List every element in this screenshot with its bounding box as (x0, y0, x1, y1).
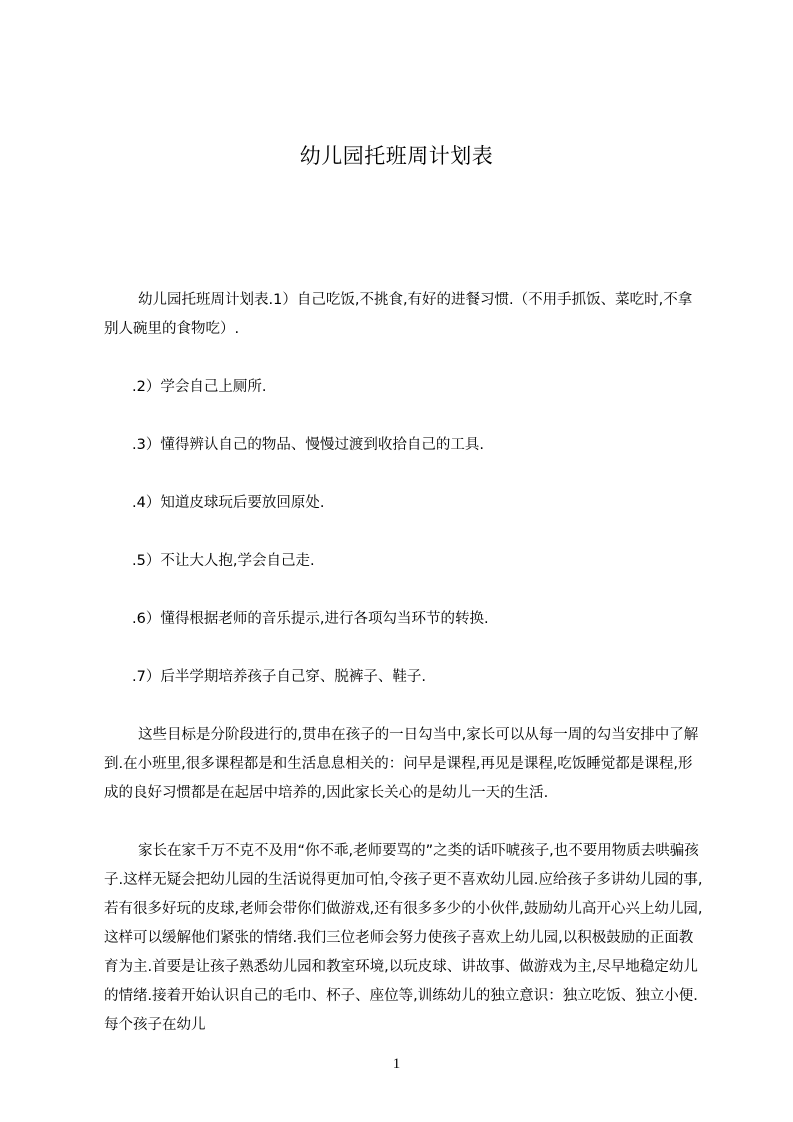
paragraph-goal-6: .6）懂得根据老师的音乐提示,进行各项勾当环节的转换. (132, 611, 489, 627)
page-number: 1 (392, 1056, 401, 1072)
paragraph-goal-4: .4）知道皮球玩后要放回原处. (132, 495, 325, 511)
paragraph-goals-explanation: 这些目标是分阶段进行的,贯串在孩子的一日勾当中,家长可以从每一周的勾当安排中了解到.在小班里,很多课程都是和生活息息相关的：问早是课程,再见是课程,吃饭睡觉都是课程,形成的良好习惯都是在起居中培养的,因此家长关心的是幼儿一天的生活. (104, 727, 699, 801)
paragraph-goal-3: .3）懂得辨认自己的物品、慢慢过渡到收拾自己的工具. (132, 437, 484, 453)
page-title: 幼儿园托班周计划表 (299, 144, 494, 168)
paragraph-goal-1: 幼儿园托班周计划表.1）自己吃饭,不挑食,有好的进餐习惯.（不用手抓饭、菜吃时,不拿别人碗里的食物吃）. (104, 292, 693, 337)
paragraph-parent-advice: 家长在家千万不克不及用“你不乖,老师要骂的”之类的话吓唬孩子,也不要用物质去哄骗孩子.这样无疑会把幼儿园的生活说得更加可怕,令孩子更不喜欢幼儿园.应给孩子多讲幼儿园的事,若有很多好玩的皮球,老师会带你们做游戏,还有很多多少的小伙伴,鼓励幼儿高开心兴上幼儿园,这样可以缓解他们紧张的情绪.我们三位老师会努力使孩子喜欢上幼儿园,以积极鼓励的正面教育为主.首要是让孩子熟悉幼儿园和教室环境,以玩皮球、讲故事、做游戏为主,尽早地稳定幼儿的情绪.接着开始认识自己的毛巾、杯子、座位等,训练幼儿的独立意识：独立吃饭、独立小便.每个孩子在幼儿 (104, 843, 703, 1033)
paragraph-goal-2: .2）学会自己上厕所. (132, 379, 267, 395)
paragraph-goal-7: .7）后半学期培养孩子自己穿、脱裤子、鞋子. (132, 669, 426, 685)
paragraph-goal-5: .5）不让大人抱,学会自己走. (132, 553, 315, 569)
document-body (104, 286, 704, 1069)
